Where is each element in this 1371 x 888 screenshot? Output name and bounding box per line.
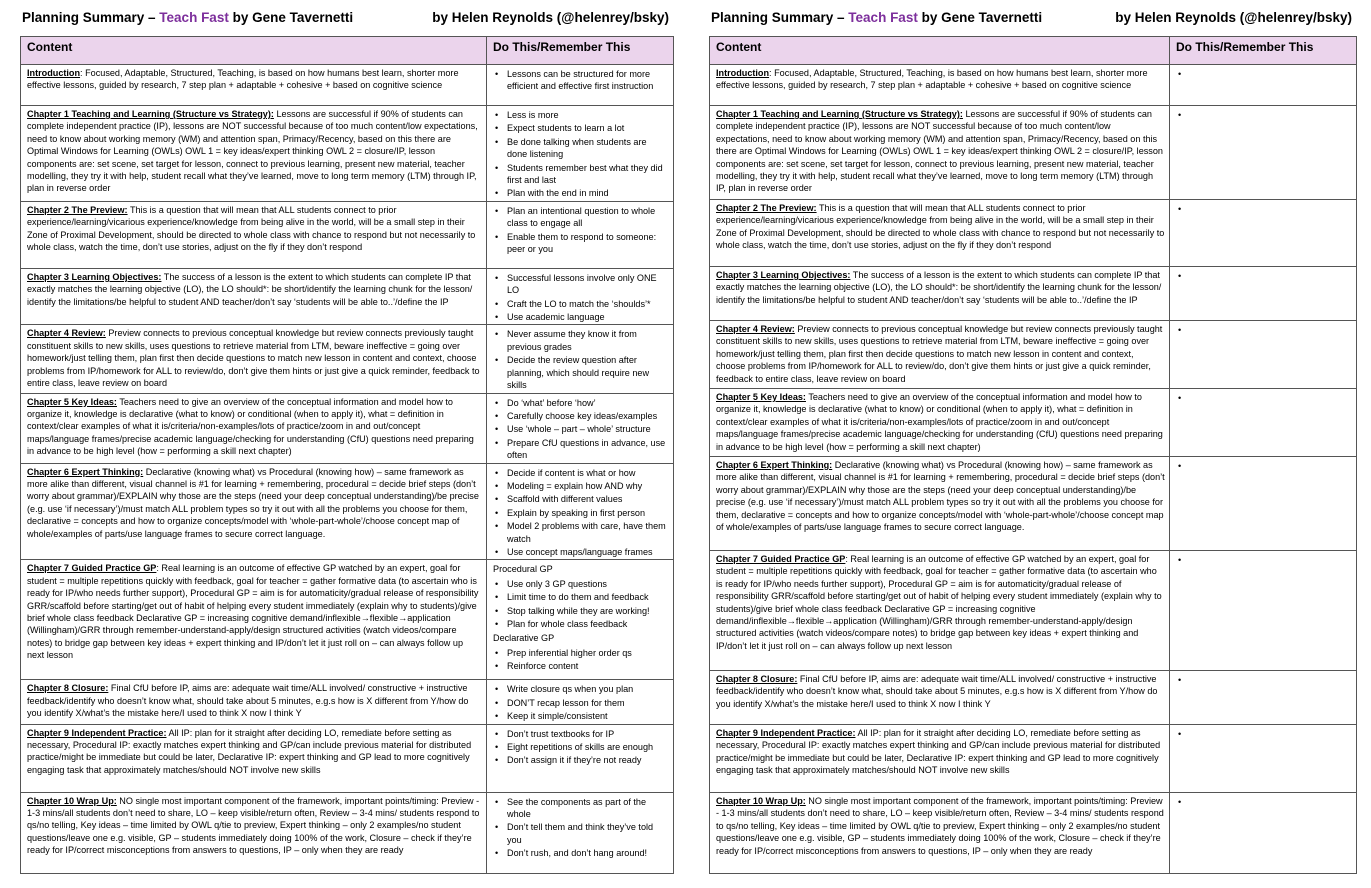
table-row (21, 680, 674, 724)
list-item: • Don’t rush, and don’t hang around! (507, 847, 669, 859)
content-cell (21, 106, 487, 202)
list-item: • Explain by speaking in first person (507, 507, 669, 519)
do-this-cell (487, 106, 674, 202)
do-this-cell (487, 680, 674, 724)
do-this-cell (1170, 551, 1357, 671)
book-title: Teach Fast (848, 10, 918, 25)
do-this-cell (1170, 389, 1357, 457)
notes-list (493, 645, 669, 673)
list-item: • Successful lessons involve only ONE LO (507, 272, 669, 297)
list-item: • Model 2 problems with care, have them watch (507, 520, 669, 545)
chapter-heading: Chapter 7 Guided Practice GP (716, 554, 846, 564)
do-this-cell (1170, 457, 1357, 551)
empty-bullet (1190, 203, 1352, 215)
table-row (21, 201, 674, 268)
content-cell (710, 671, 1170, 725)
chapter-text: Final CfU before IP, aims are: adequate wait time/ALL involved/ constructive + instructive feedback/identify who doesn’t know what, should take about 5 minutes, e.g.s how is X different from Y/how do you identify X/what’s the mistake here/I used to think X now I think Y (27, 683, 469, 719)
table-row (21, 792, 674, 873)
notes-list (493, 107, 669, 200)
content-cell (21, 325, 487, 393)
table-row (21, 560, 674, 680)
notes-list (1176, 390, 1352, 404)
list-item: • Don’t trust textbooks for IP (507, 728, 669, 740)
chapter-heading: Chapter 5 Key Ideas: (27, 396, 117, 407)
list-item: • See the components as part of the whole (507, 796, 669, 821)
list-item: • Decide the review question after planning, which should require new skills (507, 354, 669, 391)
list-item: • Craft the LO to match the ‘shoulds’* (507, 298, 669, 310)
table-row (710, 389, 1357, 457)
notes-list (493, 576, 669, 631)
list-item: • Use academic language (507, 311, 669, 323)
table-row (710, 267, 1357, 321)
list-item: • Plan for whole class feedback (507, 618, 669, 630)
notes-list (493, 465, 669, 559)
list-item: • Prep inferential higher order qs (507, 647, 669, 659)
notes-list (493, 794, 669, 860)
list-item: • Do ‘what’ before ‘how’ (507, 397, 669, 409)
content-cell (710, 106, 1170, 200)
chapter-text: This is a question that will mean that ALL students connect to prior experience/learning/vicarious experience/knowledge from being alive in the world, will be a small step in their Zone of Proximal Development, should be directed to whole class with chance to respond but not necessarily to whole class, watch the time, don’t use stories, adjust on the fly if they don’t respond (27, 204, 476, 253)
empty-bullet (1190, 674, 1352, 686)
list-item: • Use only 3 GP questions (507, 578, 669, 590)
table-row (710, 671, 1357, 725)
empty-bullet (1190, 270, 1352, 282)
chapter-heading: Chapter 1 Teaching and Learning (Structure vs Strategy): (716, 109, 963, 119)
list-item: • Stop talking while they are working! (507, 605, 669, 617)
do-this-cell (487, 792, 674, 873)
list-item: • Limit time to do them and feedback (507, 591, 669, 603)
chapter-heading: Introduction (716, 68, 770, 78)
notes-list (1176, 726, 1352, 740)
chapter-text: This is a question that will mean that ALL students connect to prior experience/learning/vicarious experience/knowledge from being alive in the world, will be a small step in their Zone of Proximal Development, should be directed to whole class with chance to respond but not necessarily to whole class, watch the time, don’t use stories, adjust on the fly if they don’t respond (716, 203, 1165, 251)
empty-bullet (1190, 392, 1352, 404)
content-cell (710, 267, 1170, 321)
notes-subheading: Procedural GP (493, 564, 553, 575)
empty-bullet (1190, 109, 1352, 121)
table-row (710, 551, 1357, 671)
table-row (21, 106, 674, 202)
chapter-heading: Chapter 2 The Preview: (27, 204, 128, 215)
col-do-header: Do This/Remember This (487, 37, 674, 65)
do-this-cell (1170, 106, 1357, 200)
list-item: • Use ‘whole – part – whole’ structure (507, 423, 669, 435)
do-this-cell (1170, 671, 1357, 725)
chapter-heading: Chapter 3 Learning Objectives: (27, 271, 162, 282)
content-cell (21, 65, 487, 106)
content-cell (21, 792, 487, 873)
list-item: • Carefully choose key ideas/examples (507, 410, 669, 422)
list-item: • Don’t tell them and think they’ve told you (507, 821, 669, 846)
chapter-heading: Chapter 9 Independent Practice: (27, 727, 167, 738)
notes-subheading: Declarative GP (493, 633, 555, 644)
content-cell (710, 551, 1170, 671)
list-item: • Enable them to respond to someone: peer or you (507, 231, 669, 256)
left-page (20, 0, 673, 874)
table-row (710, 725, 1357, 793)
do-this-cell (1170, 200, 1357, 267)
do-this-cell (1170, 65, 1357, 106)
chapter-text: The success of a lesson is the extent to which students can complete IP that exactly matches the learning objective (LO), the LO should*: be short/identify the learning chunk for the lesson/ identify the limitations/be helpful to student AND teacher/don’t say ‘students will be able to..’/define the IP (716, 270, 1162, 305)
content-cell (710, 65, 1170, 106)
chapter-text: Final CfU before IP, aims are: adequate wait time/ALL involved/ constructive + instructive feedback/identify who doesn’t know what, should take about 5 minutes, e.g.s how is X different from Y/how do you identify X/what’s the mistake here/I used to think X now I think Y (716, 674, 1158, 709)
chapter-heading: Chapter 8 Closure: (716, 674, 798, 684)
book-title: Teach Fast (159, 10, 229, 25)
content-cell (710, 200, 1170, 267)
list-item: • Modeling = explain how AND why (507, 480, 669, 492)
right-page (709, 0, 1356, 874)
notes-list (1176, 672, 1352, 686)
title-prefix: Planning Summary – (711, 10, 849, 25)
table-row (710, 65, 1357, 106)
chapter-text: Lessons are successful if 90% of students can complete independent practice (IP), lessons are NOT successful because of too much content/low expectations, need to know about working memory (WM) and attention span, Primacy/Recency, based on this there are Optimal Windows for Learning (OWLs) OWL 1 = key ideas/expert thinking OWL 2 = closure/IP, lesson components are: set scene, set target for lesson, connect to previous learning, present new material, teacher modelling, they try it with help, student recall what they’ve learned, move to long term memory (LTM) through IP, plan in reverse order (27, 109, 478, 194)
notes-list (1176, 66, 1352, 80)
chapter-text: : Focused, Adaptable, Structured, Teaching, is based on how humans best learn, shorter more effective lessons, guided by research, 7 step plan + adaptable + cohesive + based on cognitive science (716, 68, 1148, 91)
do-this-cell (1170, 793, 1357, 874)
notes-list (1176, 107, 1352, 121)
content-cell (21, 393, 487, 463)
list-item: • Plan an intentional question to whole class to engage all (507, 205, 669, 230)
content-cell (710, 389, 1170, 457)
chapter-text: : Real learning is an outcome of effective GP watched by an expert, goal for student = multiple repetitions quickly with feedback, goal for teacher = gather formative data (to ascertain who is ready for IP/who needs further support), Procedural GP = aim is for automaticity/gradual release of responsibility GRR/scaffold before starting/get out of habit of helping every student immediately (explain why to students)/give brief whole class feedback Declarative GP = increasing cognitive demand/inflexible→flexible→application (Willingham)/GRR through remember-understand-apply/design structured activities (watch videos/compare notes) to bridge gap between key ideas + expert thinking and IP/don’t let it just roll on – can always follow up next lesson (27, 563, 479, 661)
chapter-heading: Introduction (27, 68, 81, 78)
list-item: • Reinforce content (507, 660, 669, 672)
list-item: • Eight repetitions of skills are enough (507, 741, 669, 753)
table-row (710, 457, 1357, 551)
table-row (710, 321, 1357, 389)
chapter-heading: Chapter 8 Closure: (27, 683, 109, 694)
table-row (21, 724, 674, 792)
col-content-header: Content (21, 37, 487, 65)
chapter-text: Teachers need to give an overview of the conceptual information and model how to organize it, knowledge is declarative (what to know) or conditional (when to apply it), what = definition in context/clear examples of what it is/criteria/non-examples/lots of practice/zoom in and out/concept maps/language frames/precise academic language/checking for understanding (CfU) questions need preparing in advance to be high level (how = performing a skill next chapter) (27, 396, 474, 457)
chapter-text: Declarative (knowing what) vs Procedural (knowing how) – same framework as more alike than different, visual channel is #1 for learning + remembering, procedural = decide brief steps (don’t worry about grammar)/EXPLAIN why those are the steps (need your deep conceptual understanding)/be precise (e.g. use ‘if necessary’)/must match ALL problem types so try it out with all the problems you choose for them, declarative = concepts and how to organize concepts/model with ‘whole-part-whole’/choose concept map of whole/examples of parts/use language frames to secure correct language. (27, 466, 479, 539)
do-this-cell (487, 560, 674, 680)
list-item: • Be done talking when students are done listening (507, 136, 669, 161)
empty-bullet (1190, 554, 1352, 566)
notes-list (1176, 268, 1352, 282)
content-cell (710, 725, 1170, 793)
chapter-text: Lessons are successful if 90% of students can complete independent practice (IP), lessons are NOT successful because of too much content/low expectations, need to know about working memory (WM) and attention span, Primacy/Recency, based on this there are Optimal Windows for Learning (OWLs) OWL 1 = key ideas/expert thinking OWL 2 = closure/IP, lesson components are: set scene, set target for lesson, connect to previous learning, present new material, teacher modelling, they try it with help, student recall what they’ve learned, move to long term memory (LTM) through IP, plan in reverse order (716, 109, 1163, 194)
list-item: • DON’T recap lesson for them (507, 697, 669, 709)
chapter-heading: Chapter 7 Guided Practice GP (27, 563, 157, 574)
table-row (21, 268, 674, 325)
content-cell (21, 560, 487, 680)
list-item: • Never assume they know it from previous grades (507, 328, 669, 353)
chapter-text: : Focused, Adaptable, Structured, Teaching, is based on how humans best learn, shorter more effective lessons, guided by research, 7 step plan + adaptable + cohesive + based on cognitive science (27, 68, 459, 91)
list-item: • Students remember best what they did first and last (507, 162, 669, 187)
chapter-text: Preview connects to previous conceptual knowledge but review connects previously taught constituent skills to new skills, uses questions to retrieve material from LTM, beware ineffective = going over homework/just telling them, plan first then decide questions to match new lesson in content and context, choose problems from IP/homework for ALL to review/do, don’t give them hints or just give a quick reminder, feedback to entire class, leave review on board (27, 328, 480, 389)
do-this-cell (487, 201, 674, 268)
chapter-heading: Chapter 5 Key Ideas: (716, 392, 806, 402)
chapter-text: The success of a lesson is the extent to which students can complete IP that exactly matches the learning objective (LO), the LO should*: be short/identify the learning chunk for the lesson/ identify the limitations/be helpful to student AND teacher/don’t say ‘students will be able to..’/define the IP (27, 271, 473, 307)
table-row (710, 793, 1357, 874)
list-item: • Prepare CfU questions in advance, use often (507, 437, 669, 462)
chapter-heading: Chapter 6 Expert Thinking: (716, 460, 833, 470)
do-this-cell (487, 268, 674, 325)
empty-bullet (1190, 728, 1352, 740)
chapter-text: NO single most important component of the framework, important points/timing: Preview - 1-3 mins/all students don’t need to share, LO – keep visible/return often, Review – 3-4 mins/ students respond to qs/no telling, Key ideas – time limited by OWL q/tie to preview, Expert thinking – only 2 examples/no student questions/leave one e.g. visible, GP – students immediately doing 100% of the work, Closure – check if they’re ready for IP/correct misconceptions from answers to questions, IP – only when they are ready (716, 796, 1164, 856)
table-row (21, 463, 674, 560)
list-item: • Scaffold with different values (507, 493, 669, 505)
table-row (21, 393, 674, 463)
title-prefix: Planning Summary – (22, 10, 160, 25)
empty-bullet (1190, 324, 1352, 336)
list-item: • Less is more (507, 109, 669, 121)
notes-list (493, 681, 669, 722)
chapter-heading: Chapter 10 Wrap Up: (716, 796, 806, 806)
do-this-cell (487, 325, 674, 393)
title-suffix: by Gene Tavernetti (228, 10, 354, 25)
do-this-cell (487, 724, 674, 792)
content-cell (21, 201, 487, 268)
chapter-text: : Real learning is an outcome of effective GP watched by an expert, goal for student = multiple repetitions quickly with feedback, goal for teacher = gather formative data (to ascertain who is ready for IP/who needs further support), Procedural GP = aim is for automaticity/gradual release of responsibility GRR/scaffold before starting/get out of habit of helping every student immediately (explain why to students)/give brief whole class feedback Declarative GP = increasing cognitive demand/inflexible→flexible→application (Willingham)/GRR through remember-understand-apply/design structured activities (watch videos/compare notes) to bridge gap between key ideas + expert thinking and IP/don’t let it just roll on – can always follow up next lesson (716, 554, 1162, 651)
notes-list (1176, 794, 1352, 808)
content-cell (21, 680, 487, 724)
notes-list (1176, 322, 1352, 336)
do-this-cell (487, 393, 674, 463)
notes-list (1176, 552, 1352, 566)
notes-list (493, 66, 669, 93)
chapter-text: All IP: plan for it straight after deciding LO, remediate before setting as necessary, Procedural IP: exactly matches expert thinking and GP/can include previous material for distributed practice/might be immediate but could be later, Declarative IP: expert thinking and GP lead to more cognitively engaging task that approximately matches/should NOT involve new skills (27, 727, 472, 775)
do-this-cell (487, 65, 674, 106)
empty-bullet (1190, 68, 1352, 80)
notes-list (493, 203, 669, 256)
left-author: by Helen Reynolds (@helenrey/bsky) (432, 10, 669, 25)
chapter-heading: Chapter 4 Review: (27, 328, 106, 339)
do-this-cell (487, 463, 674, 560)
content-cell (21, 463, 487, 560)
notes-list (1176, 458, 1352, 472)
right-header (709, 0, 1356, 36)
list-item: • Use concept maps/language frames (507, 546, 669, 558)
list-item: • Keep it simple/consistent (507, 710, 669, 722)
chapter-text: Preview connects to previous conceptual knowledge but review connects previously taught constituent skills to new skills, uses questions to retrieve material from LTM, beware ineffective = going over homework/just telling them, plan first then decide questions to match new lesson in content and context, choose problems from IP/homework for ALL to review/do, don’t give them hints or just give a quick reminder, feedback to entire class, leave review on board (716, 324, 1163, 384)
list-item: • Don’t assign it if they’re not ready (507, 754, 669, 766)
chapter-heading: Chapter 3 Learning Objectives: (716, 270, 851, 280)
notes-list (493, 270, 669, 324)
notes-list (493, 726, 669, 767)
notes-list (493, 326, 669, 391)
chapter-heading: Chapter 10 Wrap Up: (27, 795, 117, 806)
notes-list (1176, 201, 1352, 215)
title-suffix: by Gene Tavernetti (917, 10, 1043, 25)
chapter-heading: Chapter 4 Review: (716, 324, 795, 334)
left-title (22, 10, 353, 25)
do-this-cell (1170, 321, 1357, 389)
col-do-header: Do This/Remember This (1170, 37, 1357, 65)
list-item: • Decide if content is what or how (507, 467, 669, 479)
left-table (20, 36, 674, 874)
chapter-heading: Chapter 2 The Preview: (716, 203, 817, 213)
list-item: • Expect students to learn a lot (507, 122, 669, 134)
col-content-header: Content (710, 37, 1170, 65)
table-row (21, 325, 674, 393)
content-cell (21, 268, 487, 325)
do-this-cell (1170, 725, 1357, 793)
right-author: by Helen Reynolds (@helenrey/bsky) (1115, 10, 1352, 25)
content-cell (710, 457, 1170, 551)
chapter-text: All IP: plan for it straight after deciding LO, remediate before setting as necessary, Procedural IP: exactly matches expert thinking and GP/can include previous material for distributed practice/might be immediate but could be later, Declarative IP: expert thinking and GP lead to more cognitively engaging task that approximately matches/should NOT involve new skills (716, 728, 1161, 776)
table-row (710, 106, 1357, 200)
list-item: • Plan with the end in mind (507, 187, 669, 199)
content-cell (21, 724, 487, 792)
left-header (20, 0, 673, 36)
empty-bullet (1190, 796, 1352, 808)
right-table (709, 36, 1357, 874)
list-item: • Lessons can be structured for more efficient and effective first instruction (507, 68, 669, 93)
chapter-text: Teachers need to give an overview of the conceptual information and model how to organize it, knowledge is declarative (what to know) or conditional (when to apply it), what = definition in context/clear examples of what it is/criteria/non-examples/lots of practice/zoom in and out/concept maps/language frames/precise academic language/checking for understanding (CfU) questions need preparing in advance to be high level (how = performing a skill next chapter) (716, 392, 1163, 452)
empty-bullet (1190, 460, 1352, 472)
content-cell (710, 321, 1170, 389)
right-title (711, 10, 1042, 25)
chapter-heading: Chapter 6 Expert Thinking: (27, 466, 144, 477)
table-row (710, 200, 1357, 267)
table-row (21, 65, 674, 106)
list-item: • Write closure qs when you plan (507, 683, 669, 695)
notes-list (493, 395, 669, 462)
content-cell (710, 793, 1170, 874)
chapter-text: NO single most important component of the framework, important points/timing: Preview - 1-3 mins/all students don’t need to share, LO – keep visible/return often, Review – 3-4 mins/ students respond to qs/no telling, Key ideas – time limited by OWL q/tie to preview, Expert thinking – only 2 examples/no student questions/leave one e.g. visible, GP – students immediately doing 100% of the work, Closure – check if they’re ready for IP/correct misconceptions from answers to questions, IP – only when they are ready (27, 795, 480, 856)
chapter-heading: Chapter 9 Independent Practice: (716, 728, 856, 738)
chapter-heading: Chapter 1 Teaching and Learning (Structure vs Strategy): (27, 109, 274, 119)
chapter-text: Declarative (knowing what) vs Procedural (knowing how) – same framework as more alike than different, visual channel is #1 for learning + remembering, procedural = decide brief steps (don’t worry about grammar)/EXPLAIN why those are the steps (need your deep conceptual understanding)/be precise (e.g. use ‘if necessary’)/must match ALL problem types so try it out with all the problems you choose for them, declarative = concepts and how to organize concepts/model with ‘whole-part-whole’/choose concept map of whole/examples of parts/use language frames to secure correct language. (716, 460, 1165, 533)
do-this-cell (1170, 267, 1357, 321)
